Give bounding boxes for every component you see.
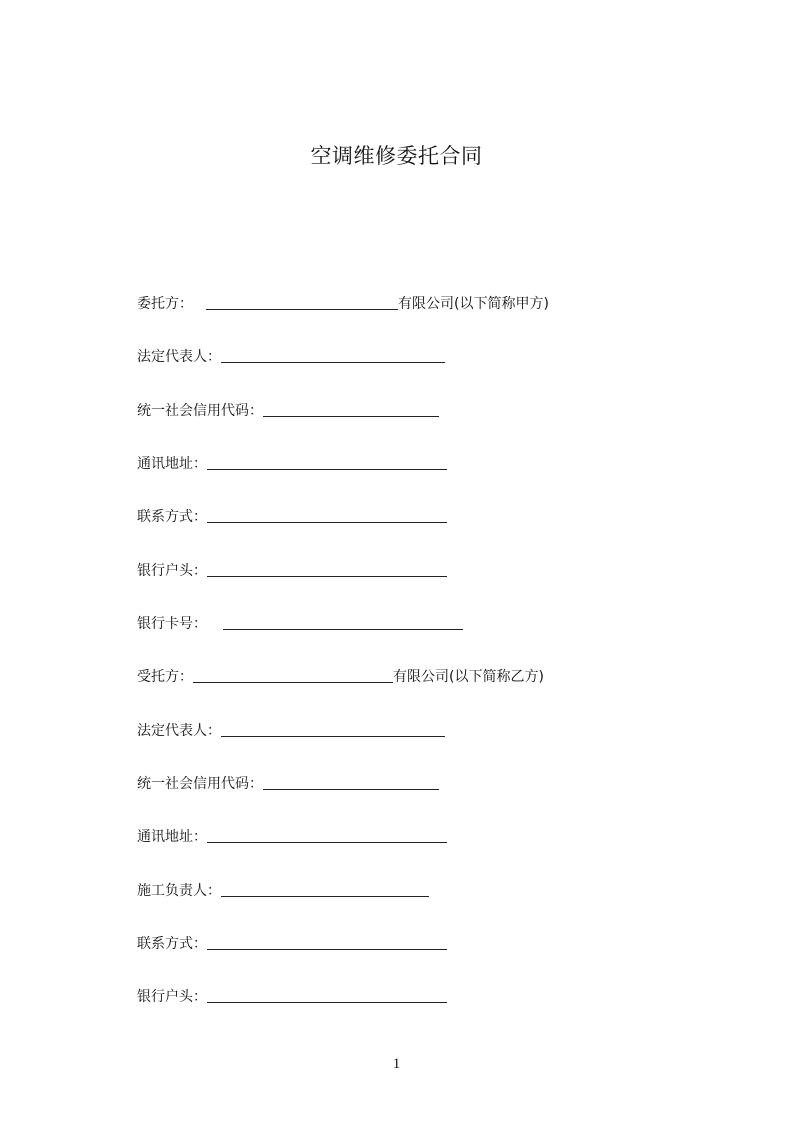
party-a-principal-row xyxy=(137,290,549,314)
party-b-address-blank[interactable] xyxy=(207,841,447,843)
party-a-credit-code-label: 统一社会信用代码： xyxy=(137,403,263,419)
party-a-bank-account-name-label: 银行户头： xyxy=(137,563,207,579)
party-b-agent-row xyxy=(137,663,544,687)
party-b-construction-lead-blank[interactable] xyxy=(221,895,429,897)
party-a-credit-code-row xyxy=(137,397,439,421)
party-a-credit-code-blank[interactable] xyxy=(263,415,439,417)
party-b-contact-label: 联系方式： xyxy=(137,936,207,952)
party-b-construction-lead-label: 施工负责人： xyxy=(137,883,221,899)
party-b-credit-code-row xyxy=(137,770,439,794)
party-b-address-row xyxy=(137,823,447,847)
party-b-legal-rep-row xyxy=(137,717,445,741)
party-b-agent-suffix: 有限公司(以下简称乙方) xyxy=(393,669,544,685)
party-a-legal-rep-label: 法定代表人： xyxy=(137,349,221,365)
party-b-bank-account-name-blank[interactable] xyxy=(207,1001,447,1003)
party-a-legal-rep-blank[interactable] xyxy=(221,361,445,363)
party-a-address-blank[interactable] xyxy=(207,468,447,470)
party-b-address-label: 通讯地址： xyxy=(137,829,207,845)
party-b-agent-blank[interactable] xyxy=(193,681,393,683)
party-a-contact-blank[interactable] xyxy=(207,521,447,523)
party-b-contact-row xyxy=(137,930,447,954)
party-a-bank-card-blank[interactable] xyxy=(223,628,463,630)
party-a-principal-label: 委托方： xyxy=(137,296,193,312)
party-b-legal-rep-label: 法定代表人： xyxy=(137,723,221,739)
party-b-credit-code-label: 统一社会信用代码： xyxy=(137,776,263,792)
party-a-bank-card-label: 银行卡号： xyxy=(137,616,207,632)
party-a-address-row xyxy=(137,450,447,474)
party-a-bank-account-name-row xyxy=(137,557,447,581)
party-a-bank-account-name-blank[interactable] xyxy=(207,575,447,577)
party-a-principal-suffix: 有限公司(以下简称甲方) xyxy=(398,296,549,312)
party-b-agent-label: 受托方： xyxy=(137,669,193,685)
party-a-principal-blank[interactable] xyxy=(206,308,398,310)
party-b-credit-code-blank[interactable] xyxy=(263,788,439,790)
page-number: 1 xyxy=(392,1056,401,1072)
party-b-bank-account-name-label: 银行户头： xyxy=(137,989,207,1005)
party-a-bank-card-row xyxy=(137,610,463,634)
party-b-contact-blank[interactable] xyxy=(207,948,447,950)
party-b-construction-lead-row xyxy=(137,877,429,901)
party-a-contact-label: 联系方式： xyxy=(137,509,207,525)
party-a-contact-row xyxy=(137,503,447,527)
party-b-bank-account-name-row xyxy=(137,983,447,1007)
party-a-legal-rep-row xyxy=(137,343,445,367)
party-a-address-label: 通讯地址： xyxy=(137,456,207,472)
party-b-legal-rep-blank[interactable] xyxy=(221,735,445,737)
document-title: 空调维修委托合同 xyxy=(310,144,483,168)
